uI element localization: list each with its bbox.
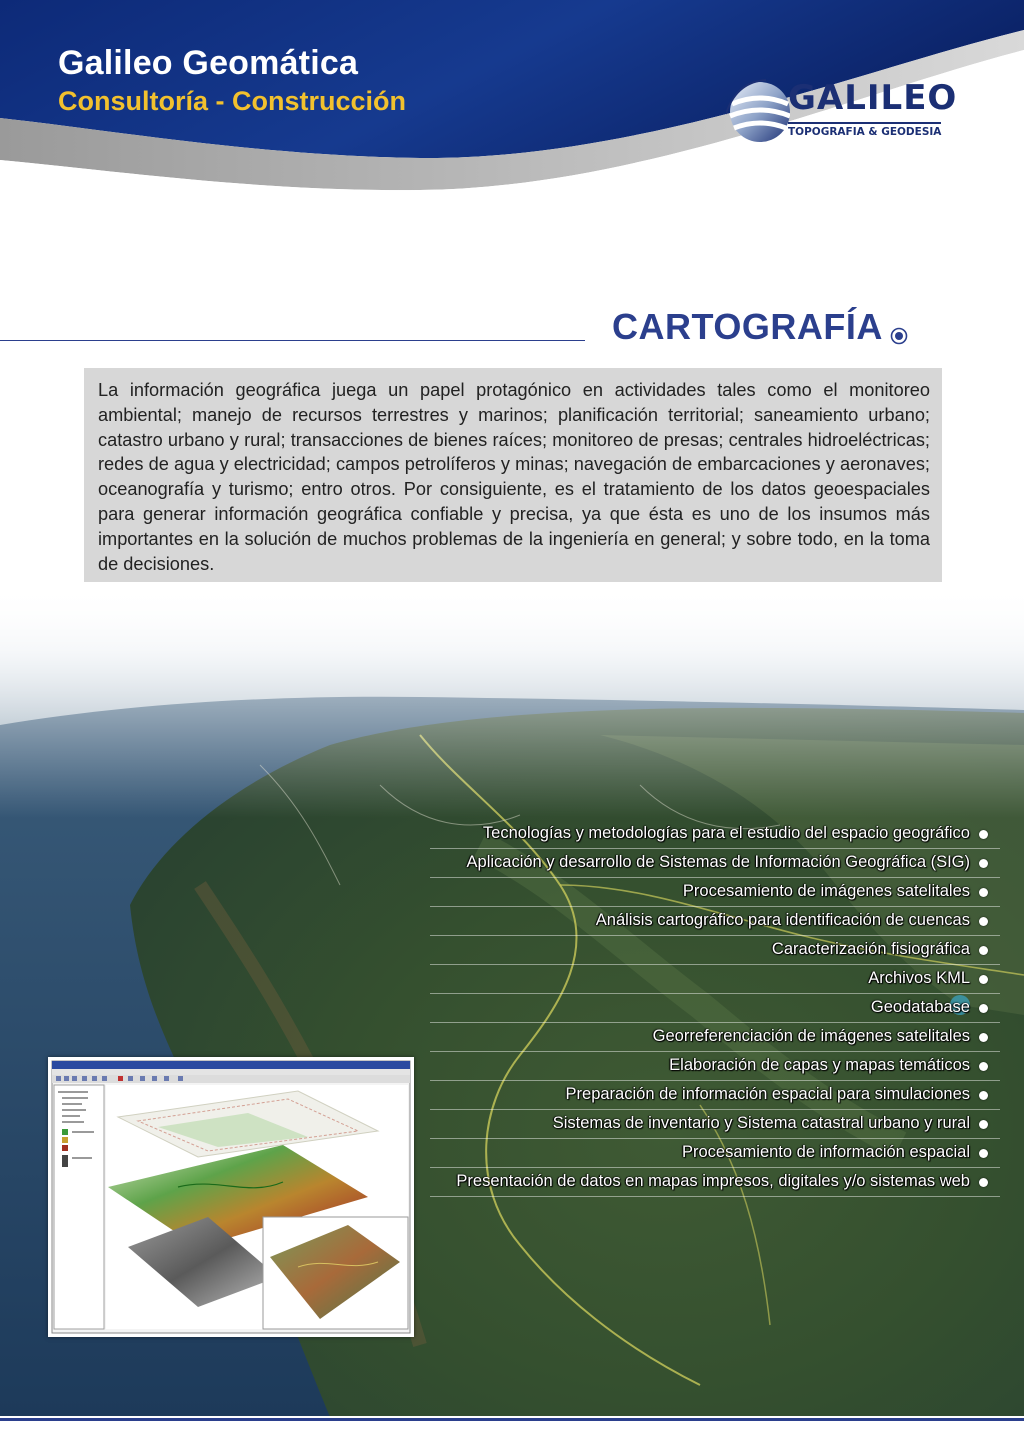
service-label: Archivos KML <box>868 969 970 987</box>
service-item <box>430 936 1000 965</box>
bullet-icon <box>979 1120 988 1129</box>
service-label: Sistemas de inventario y Sistema catastral urbano y rural <box>552 1114 970 1132</box>
service-label: Aplicación y desarrollo de Sistemas de Información Geográfica (SIG) <box>466 853 970 871</box>
service-item <box>430 1081 1000 1110</box>
target-dot-icon <box>890 327 908 345</box>
bullet-icon <box>979 888 988 897</box>
galileo-globe-logo-icon <box>726 74 790 154</box>
company-name: Galileo Geomática <box>58 44 359 82</box>
section-title: CARTOGRAFÍA <box>612 306 883 347</box>
service-label: Análisis cartográfico para identificación de cuencas <box>595 911 970 929</box>
intro-box <box>84 368 942 582</box>
service-item <box>430 1110 1000 1139</box>
company-tagline: Consultoría - Construcción <box>58 86 407 116</box>
service-item <box>430 1139 1000 1168</box>
service-item <box>430 965 1000 994</box>
bullet-icon <box>979 1178 988 1187</box>
service-item <box>430 820 1000 849</box>
service-label: Elaboración de capas y mapas temáticos <box>669 1056 970 1074</box>
bullet-icon <box>979 1033 988 1042</box>
bullet-icon <box>979 917 988 926</box>
bullet-icon <box>979 1062 988 1071</box>
service-label: Georreferenciación de imágenes satelitales <box>652 1027 970 1045</box>
service-label: Caracterización fisiográfica <box>771 940 970 958</box>
bullet-icon <box>979 1004 988 1013</box>
bullet-icon <box>979 975 988 984</box>
service-item <box>430 849 1000 878</box>
service-label: Procesamiento de información espacial <box>682 1143 970 1161</box>
services-list <box>420 820 1000 1197</box>
service-item <box>430 878 1000 907</box>
bullet-icon <box>979 859 988 868</box>
service-label: Geodatabase <box>870 998 970 1016</box>
bullet-icon <box>979 1091 988 1100</box>
gis-software-screenshot <box>48 1057 414 1337</box>
service-item <box>430 1023 1000 1052</box>
logo-name: GALILEO <box>788 78 958 118</box>
bullet-icon <box>979 830 988 839</box>
galileo-logo <box>726 74 956 154</box>
logo-subtitle: TOPOGRAFIA & GEODESIA <box>788 122 941 138</box>
intro-paragraph: La información geográfica juega un papel protagónico en actividades tales como el monitoreo ambiental; manejo de recursos terrestres y marinos; planificación territorial; saneamiento urbano; catastro urbano y rural; transacciones de bienes raíces; monitoreo de presas; centrales hidroeléctricas; redes de agua y electricidad; campos petrolíferos y minas; navegación de embarcaciones y aeronaves; oceanografía y turismo; entro otros. Por consiguiente, es el tratamiento de los datos geoespaciales para generar información geográfica confiable y precisa, ya que ésta es uno de los insumos más importantes en la solución de muchos problemas de la ingeniería en general; y sobre todo, en la toma de decisiones. <box>98 380 930 574</box>
bullet-icon <box>979 1149 988 1158</box>
service-label: Presentación de datos en mapas impresos, digitales y/o sistemas web <box>456 1172 970 1190</box>
service-label: Preparación de información espacial para simulaciones <box>565 1085 970 1103</box>
service-item <box>430 907 1000 936</box>
title-divider <box>0 340 585 341</box>
footer-line <box>0 1418 1024 1421</box>
bullet-icon <box>979 946 988 955</box>
service-item <box>430 1052 1000 1081</box>
header-banner <box>0 0 1024 240</box>
gis-layers-illustration <box>48 1057 414 1337</box>
service-item <box>430 1168 1000 1197</box>
service-item <box>430 994 1000 1023</box>
service-label: Procesamiento de imágenes satelitales <box>682 882 970 900</box>
service-label: Tecnologías y metodologías para el estudio del espacio geográfico <box>482 824 970 842</box>
